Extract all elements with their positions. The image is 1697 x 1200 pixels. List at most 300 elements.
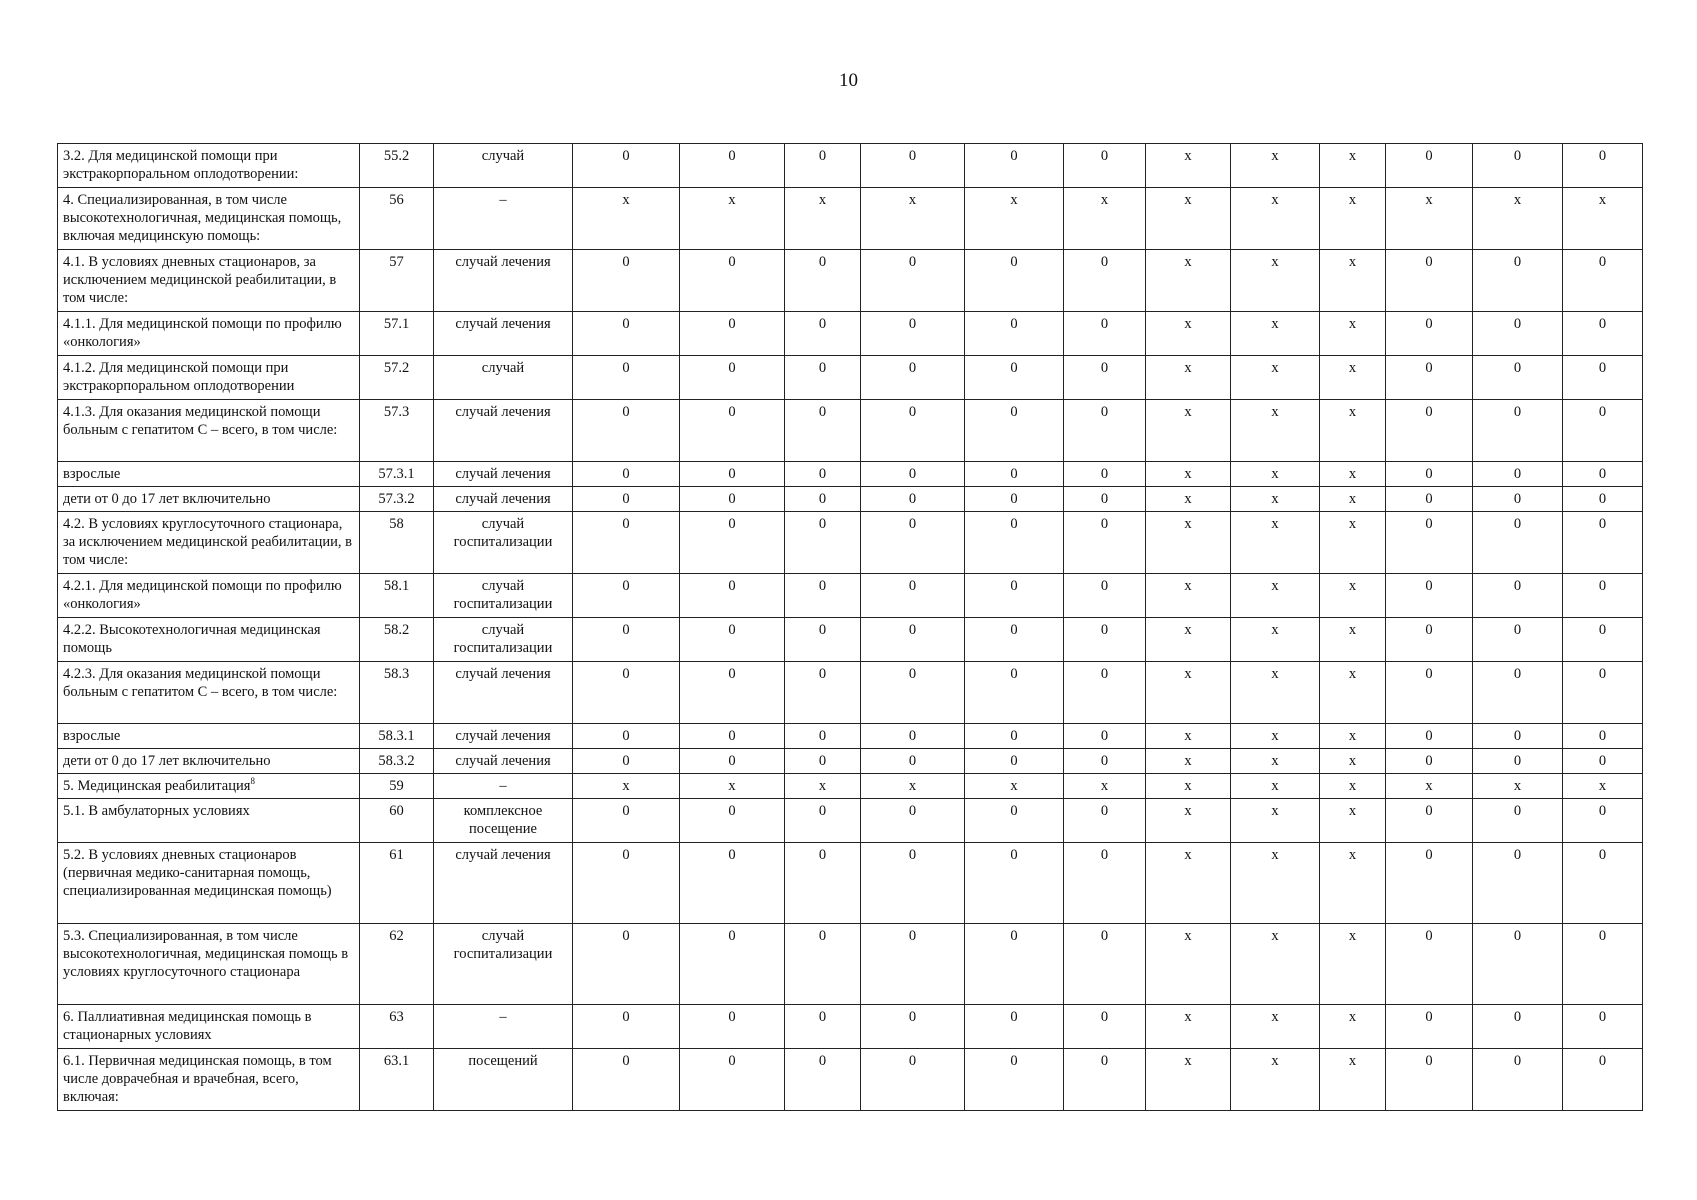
value-cell: 0	[1473, 749, 1563, 774]
value-cell: 0	[1064, 574, 1146, 618]
row-name-text: 5.2. В условиях дневных стационаров (первичная медико-санитарная помощь, специализированная медицинская помощь)	[63, 847, 332, 899]
row-code: 55.2	[360, 144, 434, 188]
row-unit: случай госпитализации	[434, 618, 573, 662]
value-cell: x	[1231, 462, 1320, 487]
value-cell: 0	[1386, 574, 1473, 618]
value-cell: 0	[1064, 1049, 1146, 1111]
value-cell: 0	[965, 724, 1064, 749]
value-cell: 0	[861, 924, 965, 1005]
value-cell: 0	[965, 924, 1064, 1005]
table-row	[58, 774, 1643, 799]
row-code: 61	[360, 843, 434, 924]
value-cell: 0	[1386, 312, 1473, 356]
value-cell: x	[1231, 774, 1320, 799]
table-row	[58, 462, 1643, 487]
row-unit: случай лечения	[434, 843, 573, 924]
value-cell: x	[1320, 924, 1386, 1005]
value-cell: 0	[680, 487, 785, 512]
value-cell: 0	[680, 250, 785, 312]
row-name-text: 4.1. В условиях дневных стационаров, за исключением медицинской реабилитации, в том числе:	[63, 254, 337, 306]
row-unit: случай лечения	[434, 400, 573, 462]
value-cell: 0	[1473, 924, 1563, 1005]
row-unit: случай лечения	[434, 749, 573, 774]
value-cell: x	[1146, 250, 1231, 312]
value-cell: 0	[965, 662, 1064, 724]
value-cell: x	[1231, 749, 1320, 774]
row-unit: случай	[434, 144, 573, 188]
row-code: 58.3.1	[360, 724, 434, 749]
row-name	[58, 799, 360, 843]
row-code: 59	[360, 774, 434, 799]
value-cell: 0	[965, 144, 1064, 188]
value-cell: x	[1231, 574, 1320, 618]
value-cell: x	[1231, 188, 1320, 250]
value-cell: 0	[861, 144, 965, 188]
value-cell: x	[1320, 188, 1386, 250]
value-cell: x	[1146, 487, 1231, 512]
row-name-text: 6. Паллиативная медицинская помощь в стационарных условиях	[63, 1009, 312, 1043]
value-cell: x	[1146, 662, 1231, 724]
value-cell: 0	[785, 312, 861, 356]
value-cell: x	[1320, 250, 1386, 312]
row-code: 57.1	[360, 312, 434, 356]
value-cell: x	[1146, 618, 1231, 662]
table-row	[58, 250, 1643, 312]
row-unit: случай лечения	[434, 462, 573, 487]
value-cell: 0	[1563, 462, 1643, 487]
value-cell: 0	[1473, 662, 1563, 724]
row-unit: случай лечения	[434, 312, 573, 356]
value-cell: 0	[1473, 144, 1563, 188]
value-cell: 0	[861, 724, 965, 749]
value-cell: 0	[573, 250, 680, 312]
row-unit: случай госпитализации	[434, 512, 573, 574]
row-name-text: взрослые	[63, 466, 121, 482]
value-cell: 0	[1064, 1005, 1146, 1049]
value-cell: 0	[1064, 356, 1146, 400]
row-name-text: 4. Специализированная, в том числе высокотехнологичная, медицинская помощь, включая медицинскую помощь:	[63, 192, 342, 244]
value-cell: x	[785, 188, 861, 250]
row-name-text: 3.2. Для медицинской помощи при экстракорпоральном оплодотворении:	[63, 148, 299, 182]
value-cell: 0	[1563, 724, 1643, 749]
value-cell: 0	[1064, 487, 1146, 512]
value-cell: 0	[680, 1049, 785, 1111]
row-unit: –	[434, 188, 573, 250]
row-name-text: 4.1.1. Для медицинской помощи по профилю «онкология»	[63, 316, 342, 350]
row-name-text: 4.2.3. Для оказания медицинской помощи больным с гепатитом С – всего, в том числе:	[63, 666, 338, 700]
value-cell: x	[1320, 843, 1386, 924]
value-cell: 0	[785, 662, 861, 724]
row-name	[58, 662, 360, 724]
value-cell: 0	[1473, 312, 1563, 356]
row-name	[58, 749, 360, 774]
table-row	[58, 1049, 1643, 1111]
value-cell: 0	[1064, 662, 1146, 724]
value-cell: 0	[861, 312, 965, 356]
value-cell: 0	[861, 462, 965, 487]
value-cell: 0	[680, 724, 785, 749]
value-cell: 0	[861, 618, 965, 662]
value-cell: 0	[1386, 512, 1473, 574]
row-name	[58, 924, 360, 1005]
value-cell: 0	[680, 749, 785, 774]
value-cell: x	[1320, 487, 1386, 512]
row-name-text: 4.2. В условиях круглосуточного стационара, за исключением медицинской реабилитации, в том числе:	[63, 516, 353, 568]
value-cell: 0	[861, 356, 965, 400]
data-table	[57, 143, 1643, 1111]
table-row	[58, 400, 1643, 462]
value-cell: x	[1563, 188, 1643, 250]
value-cell: x	[1320, 749, 1386, 774]
value-cell: 0	[1064, 312, 1146, 356]
value-cell: 0	[861, 250, 965, 312]
value-cell: 0	[1563, 400, 1643, 462]
row-unit: –	[434, 1005, 573, 1049]
value-cell: 0	[1563, 799, 1643, 843]
value-cell: 0	[1386, 924, 1473, 1005]
value-cell: 0	[1563, 618, 1643, 662]
value-cell: x	[1146, 144, 1231, 188]
row-name	[58, 574, 360, 618]
value-cell: x	[1146, 799, 1231, 843]
value-cell: 0	[573, 312, 680, 356]
value-cell: 0	[1064, 843, 1146, 924]
value-cell: 0	[1064, 512, 1146, 574]
value-cell: x	[861, 774, 965, 799]
value-cell: x	[573, 774, 680, 799]
value-cell: x	[1231, 843, 1320, 924]
table-row	[58, 662, 1643, 724]
value-cell: 0	[680, 462, 785, 487]
row-name-text: 5.1. В амбулаторных условиях	[63, 803, 250, 819]
row-name	[58, 400, 360, 462]
value-cell: 0	[1473, 724, 1563, 749]
value-cell: x	[1231, 662, 1320, 724]
row-unit: –	[434, 774, 573, 799]
value-cell: 0	[680, 618, 785, 662]
value-cell: 0	[1563, 749, 1643, 774]
value-cell: 0	[785, 1049, 861, 1111]
value-cell: x	[861, 188, 965, 250]
value-cell: 0	[1386, 799, 1473, 843]
value-cell: 0	[785, 400, 861, 462]
value-cell: x	[1231, 250, 1320, 312]
value-cell: x	[1473, 774, 1563, 799]
value-cell: 0	[965, 356, 1064, 400]
value-cell: x	[1231, 512, 1320, 574]
value-cell: x	[1231, 1049, 1320, 1111]
value-cell: 0	[680, 512, 785, 574]
value-cell: x	[1320, 574, 1386, 618]
value-cell: 0	[965, 462, 1064, 487]
row-code: 63.1	[360, 1049, 434, 1111]
row-name	[58, 356, 360, 400]
value-cell: 0	[680, 144, 785, 188]
value-cell: x	[1231, 144, 1320, 188]
value-cell: x	[1146, 724, 1231, 749]
value-cell: 0	[1386, 1005, 1473, 1049]
value-cell: 0	[1473, 1049, 1563, 1111]
value-cell: 0	[1064, 618, 1146, 662]
value-cell: x	[1231, 400, 1320, 462]
value-cell: 0	[573, 924, 680, 1005]
value-cell: 0	[861, 749, 965, 774]
value-cell: 0	[861, 799, 965, 843]
table-row	[58, 924, 1643, 1005]
row-code: 58.2	[360, 618, 434, 662]
value-cell: 0	[573, 1005, 680, 1049]
value-cell: 0	[785, 749, 861, 774]
value-cell: 0	[861, 1005, 965, 1049]
value-cell: x	[1320, 1005, 1386, 1049]
value-cell: x	[1231, 1005, 1320, 1049]
value-cell: 0	[785, 724, 861, 749]
value-cell: 0	[573, 724, 680, 749]
value-cell: 0	[680, 924, 785, 1005]
row-name	[58, 250, 360, 312]
row-name-text: 4.1.2. Для медицинской помощи при экстракорпоральном оплодотворении	[63, 360, 295, 394]
value-cell: 0	[1064, 924, 1146, 1005]
value-cell: 0	[1563, 1049, 1643, 1111]
row-unit: случай лечения	[434, 250, 573, 312]
value-cell: 0	[965, 250, 1064, 312]
row-code: 60	[360, 799, 434, 843]
value-cell: 0	[1064, 724, 1146, 749]
value-cell: 0	[680, 400, 785, 462]
value-cell: 0	[573, 749, 680, 774]
table-row	[58, 618, 1643, 662]
row-name	[58, 487, 360, 512]
value-cell: x	[1146, 774, 1231, 799]
value-cell: x	[785, 774, 861, 799]
value-cell: 0	[965, 1005, 1064, 1049]
table-row	[58, 799, 1643, 843]
value-cell: 0	[680, 312, 785, 356]
value-cell: x	[1320, 144, 1386, 188]
value-cell: 0	[1563, 144, 1643, 188]
row-code: 57.3.2	[360, 487, 434, 512]
row-code: 56	[360, 188, 434, 250]
value-cell: 0	[1386, 1049, 1473, 1111]
row-name-text: взрослые	[63, 728, 121, 744]
value-cell: 0	[1563, 843, 1643, 924]
table-row	[58, 487, 1643, 512]
value-cell: 0	[573, 843, 680, 924]
value-cell: 0	[1473, 250, 1563, 312]
value-cell: 0	[680, 799, 785, 843]
value-cell: x	[573, 188, 680, 250]
row-name-text: дети от 0 до 17 лет включительно	[63, 753, 271, 769]
value-cell: 0	[680, 356, 785, 400]
value-cell: x	[1231, 312, 1320, 356]
value-cell: 0	[680, 843, 785, 924]
value-cell: x	[965, 188, 1064, 250]
row-name-text: 4.2.1. Для медицинской помощи по профилю «онкология»	[63, 578, 342, 612]
value-cell: 0	[785, 618, 861, 662]
value-cell: x	[1320, 799, 1386, 843]
value-cell: x	[1146, 312, 1231, 356]
value-cell: 0	[1473, 400, 1563, 462]
value-cell: 0	[785, 799, 861, 843]
value-cell: 0	[1563, 512, 1643, 574]
value-cell: 0	[785, 487, 861, 512]
row-code: 57.3	[360, 400, 434, 462]
table-row	[58, 749, 1643, 774]
value-cell: 0	[1563, 250, 1643, 312]
value-cell: 0	[573, 487, 680, 512]
table-row	[58, 724, 1643, 749]
value-cell: 0	[1563, 312, 1643, 356]
value-cell: x	[1320, 618, 1386, 662]
row-name-text: 5. Медицинская реабилитация	[63, 778, 251, 794]
footnote-mark: 8	[250, 776, 255, 787]
value-cell: x	[1320, 512, 1386, 574]
value-cell: 0	[573, 400, 680, 462]
value-cell: 0	[1064, 749, 1146, 774]
row-unit: случай лечения	[434, 724, 573, 749]
row-name-text: 6.1. Первичная медицинская помощь, в том числе доврачебная и врачебная, всего, включая:	[63, 1053, 332, 1105]
value-cell: 0	[785, 1005, 861, 1049]
row-name	[58, 144, 360, 188]
value-cell: 0	[1386, 400, 1473, 462]
value-cell: x	[1146, 1005, 1231, 1049]
value-cell: 0	[861, 843, 965, 924]
row-unit: случай	[434, 356, 573, 400]
row-name-text: 4.1.3. Для оказания медицинской помощи больным с гепатитом С – всего, в том числе:	[63, 404, 338, 438]
value-cell: 0	[1386, 356, 1473, 400]
value-cell: x	[1146, 400, 1231, 462]
value-cell: 0	[1563, 356, 1643, 400]
value-cell: 0	[1386, 462, 1473, 487]
value-cell: 0	[965, 312, 1064, 356]
row-name	[58, 618, 360, 662]
table-row	[58, 356, 1643, 400]
value-cell: 0	[573, 356, 680, 400]
page-number: 10	[839, 70, 858, 91]
value-cell: x	[1146, 462, 1231, 487]
value-cell: 0	[1386, 250, 1473, 312]
value-cell: 0	[1064, 462, 1146, 487]
value-cell: x	[1320, 662, 1386, 724]
value-cell: 0	[785, 356, 861, 400]
value-cell: 0	[680, 574, 785, 618]
value-cell: 0	[1563, 662, 1643, 724]
value-cell: 0	[785, 843, 861, 924]
value-cell: x	[1473, 188, 1563, 250]
value-cell: 0	[1563, 924, 1643, 1005]
row-code: 57.3.1	[360, 462, 434, 487]
value-cell: 0	[573, 144, 680, 188]
value-cell: x	[965, 774, 1064, 799]
value-cell: x	[1320, 462, 1386, 487]
row-code: 58	[360, 512, 434, 574]
value-cell: 0	[965, 843, 1064, 924]
value-cell: 0	[1473, 512, 1563, 574]
value-cell: 0	[573, 1049, 680, 1111]
row-unit: случай госпитализации	[434, 924, 573, 1005]
row-name	[58, 843, 360, 924]
value-cell: 0	[1386, 662, 1473, 724]
value-cell: 0	[785, 512, 861, 574]
row-unit: посещений	[434, 1049, 573, 1111]
row-name	[58, 1049, 360, 1111]
row-code: 63	[360, 1005, 434, 1049]
value-cell: 0	[573, 462, 680, 487]
row-code: 57.2	[360, 356, 434, 400]
row-code: 62	[360, 924, 434, 1005]
value-cell: x	[1064, 188, 1146, 250]
value-cell: x	[1320, 356, 1386, 400]
value-cell: 0	[1386, 843, 1473, 924]
value-cell: 0	[965, 618, 1064, 662]
value-cell: 0	[861, 574, 965, 618]
value-cell: x	[1231, 356, 1320, 400]
value-cell: x	[1146, 749, 1231, 774]
value-cell: x	[1146, 574, 1231, 618]
value-cell: 0	[573, 618, 680, 662]
row-name-text: 5.3. Специализированная, в том числе высокотехнологичная, медицинская помощь в условиях круглосуточного стационара	[63, 928, 349, 980]
table-row	[58, 312, 1643, 356]
value-cell: 0	[1473, 356, 1563, 400]
value-cell: 0	[573, 662, 680, 724]
row-code: 58.3.2	[360, 749, 434, 774]
value-cell: 0	[1064, 400, 1146, 462]
row-name	[58, 462, 360, 487]
row-name	[58, 312, 360, 356]
table-row	[58, 843, 1643, 924]
row-name-text: 4.2.2. Высокотехнологичная медицинская помощь	[63, 622, 321, 656]
value-cell: 0	[861, 487, 965, 512]
value-cell: x	[1563, 774, 1643, 799]
value-cell: 0	[1386, 618, 1473, 662]
table-row	[58, 512, 1643, 574]
value-cell: 0	[1473, 462, 1563, 487]
value-cell: 0	[965, 749, 1064, 774]
value-cell: x	[1146, 843, 1231, 924]
value-cell: 0	[1386, 487, 1473, 512]
value-cell: 0	[965, 400, 1064, 462]
value-cell: x	[1386, 188, 1473, 250]
value-cell: x	[1231, 724, 1320, 749]
value-cell: x	[1146, 512, 1231, 574]
value-cell: 0	[1563, 574, 1643, 618]
value-cell: x	[1231, 799, 1320, 843]
value-cell: 0	[573, 512, 680, 574]
value-cell: x	[1320, 774, 1386, 799]
table-row	[58, 188, 1643, 250]
row-unit: комплексное посещение	[434, 799, 573, 843]
value-cell: 0	[785, 250, 861, 312]
value-cell: x	[1146, 924, 1231, 1005]
value-cell: 0	[680, 1005, 785, 1049]
value-cell: 0	[1563, 1005, 1643, 1049]
value-cell: x	[1386, 774, 1473, 799]
value-cell: 0	[1473, 1005, 1563, 1049]
value-cell: 0	[1386, 724, 1473, 749]
row-name	[58, 724, 360, 749]
value-cell: 0	[785, 574, 861, 618]
value-cell: x	[680, 774, 785, 799]
value-cell: x	[680, 188, 785, 250]
value-cell: x	[1231, 618, 1320, 662]
value-cell: x	[1320, 1049, 1386, 1111]
value-cell: 0	[861, 512, 965, 574]
value-cell: x	[1320, 400, 1386, 462]
value-cell: x	[1231, 487, 1320, 512]
value-cell: 0	[785, 924, 861, 1005]
value-cell: 0	[965, 487, 1064, 512]
value-cell: 0	[1473, 799, 1563, 843]
